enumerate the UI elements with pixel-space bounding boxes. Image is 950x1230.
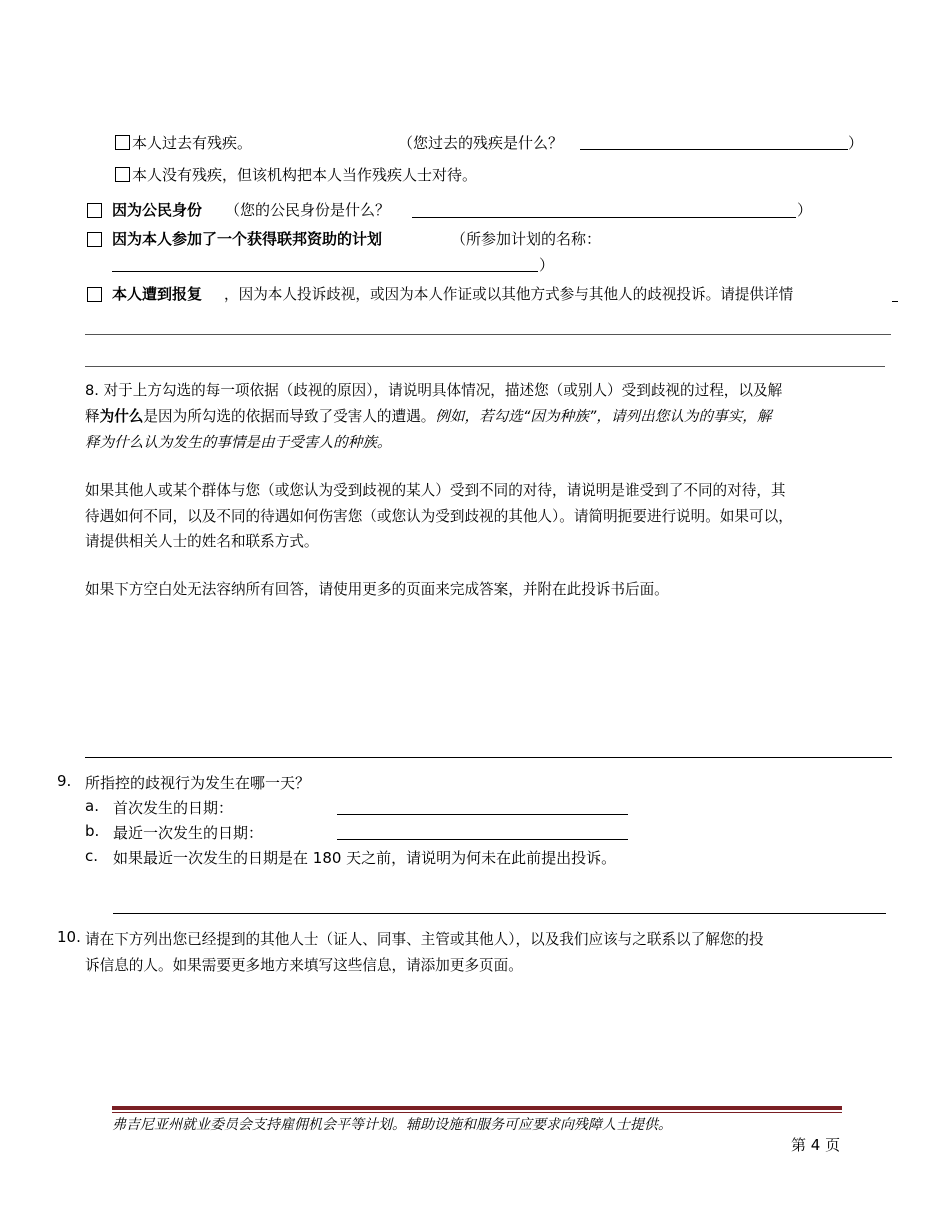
footer-statement: 弗吉尼亚州就业委员会支持雇佣机会平等计划。辅助设施和服务可应要求向残障人士提供。	[112, 1117, 672, 1133]
retaliation-label: 本人遭到报复	[112, 285, 203, 303]
q9c-label: 如果最近一次发生的日期是在 180 天之前，请说明为何未在此前提出投诉。	[113, 849, 617, 867]
federal-program-label: 因为本人参加了一个获得联邦资助的计划	[112, 230, 383, 248]
q8-paragraph-2-line-2: 待遇如何不同，以及不同的待遇如何伤害您（或您认为受到歧视的其他人）。请简明扼要进行说明。如果可以，	[85, 508, 793, 525]
past-disability-question: （您过去的残疾是什么？	[398, 134, 564, 152]
q8-answer-line[interactable]	[85, 757, 892, 758]
federal-program-close-paren: ）	[539, 256, 555, 274]
past-disability-checkbox[interactable]	[115, 135, 130, 150]
retaliation-checkbox[interactable]	[87, 287, 102, 302]
citizenship-close-paren: ）	[797, 201, 813, 219]
q8-line-2-start: 释	[85, 408, 100, 425]
past-disability-label: 本人过去有残疾。	[132, 134, 253, 152]
retaliation-details-start-line[interactable]	[892, 301, 898, 302]
q8-line-2-middle: 是因为所勾选的依据而导致了受害人的遭遇。	[143, 408, 436, 425]
federal-program-input-line[interactable]	[112, 271, 538, 272]
past-disability-close-paren: ）	[848, 134, 864, 152]
q9-title: 所指控的歧视行为发生在哪一天？	[85, 774, 311, 792]
q10-number: 10.	[57, 928, 81, 946]
regarded-disabled-label: 本人没有残疾，但该机构把本人当作残疾人士对待。	[132, 166, 478, 184]
q9a-label: 首次发生的日期：	[113, 799, 234, 817]
retaliation-text: ，因为本人投诉歧视，或因为本人作证或以其他方式参与其他人的歧视投诉。请提供详情	[224, 286, 794, 303]
retaliation-details-line-1[interactable]	[85, 334, 891, 335]
q8-line-1: 8. 对于上方勾选的每一项依据（歧视的原因），请说明具体情况，描述您（或别人）受到歧视的过程，以及解	[85, 382, 783, 399]
footer-rule-thick	[112, 1106, 842, 1110]
q9b-marker: b.	[85, 822, 100, 840]
q8-paragraph-2-line-1: 如果其他人或某个群体与您（或您认为受到歧视的某人）受到不同的对待，请说明是谁受到了不同的对待，其	[85, 482, 786, 499]
q8-why-emphasis: 为什么	[99, 408, 144, 425]
citizenship-input-line[interactable]	[412, 217, 796, 218]
page-number: 第 4 页	[791, 1136, 841, 1154]
regarded-disabled-checkbox[interactable]	[115, 167, 130, 182]
past-disability-input-line[interactable]	[580, 149, 848, 150]
q9c-answer-line[interactable]	[113, 913, 886, 914]
federal-program-checkbox[interactable]	[87, 232, 102, 247]
citizenship-label: 因为公民身份	[112, 201, 203, 219]
federal-program-question: （所参加计划的名称：	[451, 230, 602, 248]
q10-line-1: 请在下方列出您已经提到的其他人士（证人、同事、主管或其他人），以及我们应该与之联系以了解您的投	[85, 931, 764, 948]
citizenship-checkbox[interactable]	[87, 203, 102, 218]
retaliation-details-line-2[interactable]	[85, 366, 885, 367]
q8-example-end: 释为什么认为发生的事情是由于受害人的种族。	[85, 434, 392, 451]
q8-example-start: 例如，若勾选“因为种族”，请列出您认为的事实，解	[435, 408, 772, 425]
q9-number: 9.	[57, 772, 72, 790]
q8-paragraph-2-line-3: 请提供相关人士的姓名和联系方式。	[85, 533, 319, 550]
q9a-marker: a.	[85, 797, 99, 815]
q8-line-2	[85, 405, 771, 426]
first-occurrence-date-line[interactable]	[337, 814, 628, 815]
q9b-label: 最近一次发生的日期：	[113, 824, 264, 842]
q10-line-2: 诉信息的人。如果需要更多地方来填写这些信息，请添加更多页面。	[85, 957, 523, 974]
citizenship-question: （您的公民身份是什么？	[225, 201, 391, 219]
footer-rule-thin	[112, 1112, 842, 1113]
q9c-marker: c.	[85, 847, 99, 865]
q8-paragraph-3: 如果下方空白处无法容纳所有回答，请使用更多的页面来完成答案，并附在此投诉书后面。	[85, 581, 669, 598]
latest-occurrence-date-line[interactable]	[337, 839, 628, 840]
